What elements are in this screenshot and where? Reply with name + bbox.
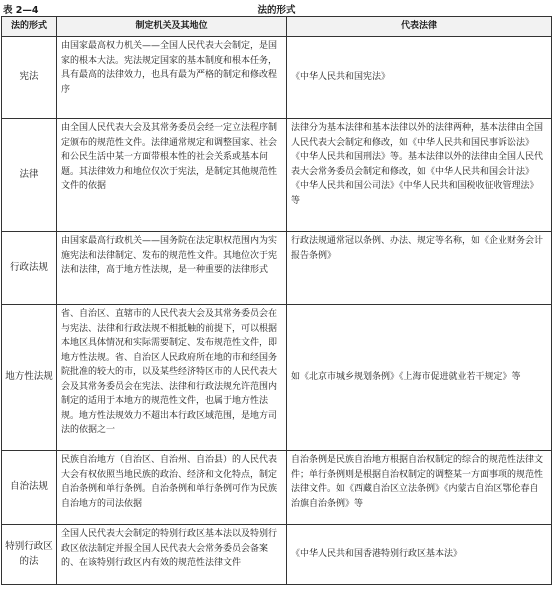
cell-authority: 民族自治地方（自治区、自治州、自治县）的人民代表大会有权依照当地民族的政治、经济和文化特点，制定自治条例和单行条例。自治条例和单行条例可作为民族自治地方的司法依据 [57,451,287,525]
cell-authority: 由国家最高权力机关——全国人民代表大会制定，是国家的根本大法。宪法规定国家的基本制度和根本任务，具有最高的法律效力，也具有最为严格的制定和修改程序 [57,37,287,119]
cell-form: 行政法规 [2,232,57,305]
column-header-form: 法的形式 [2,17,57,37]
table-title: 法的形式 [257,5,296,16]
cell-form: 宪法 [2,37,57,119]
cell-authority: 省、自治区、直辖市的人民代表大会及其常务委员会在与宪法、法律和行政法规不相抵触的前提下，可以根据本地区具体情况和实际需要制定、发布规范性文件，即地方性法规。省、自治区人民政府所在地的市和经国务院批准的较大的市，以及某些经济特区市的人民代表大会及其常务委员会在宪法、法律和行政法规允许范围内制定的适用于本地方的规范性文件，也属于地方性法规。地方性法规效力不超出本行政区域范围，是地方司法的依据之一 [57,305,287,451]
table-row [2,119,552,232]
table-caption [0,0,553,16]
cell-form: 自治法规 [2,451,57,525]
cell-laws: 如《北京市城乡规划条例》《上海市促进就业若干规定》等 [287,305,552,451]
column-header-laws: 代表法律 [287,17,552,37]
cell-authority: 由全国人民代表大会及其常务委员会经一定立法程序制定颁布的规范性文件。法律通常规定和调整国家、社会和公民生活中某一方面带根本性的社会关系或基本问题。其法律效力和地位仅次于宪法，是制定其他规范性文件的依据 [57,119,287,232]
cell-form: 特别行政区的法 [2,525,57,585]
table-header-row [2,17,552,37]
cell-form: 地方性法规 [2,305,57,451]
law-forms-table [1,16,552,585]
table-row [2,37,552,119]
cell-form: 法律 [2,119,57,232]
cell-authority: 全国人民代表大会制定的特别行政区基本法以及特别行政区依法制定并报全国人民代表大会常务委员会备案的、在该特别行政区内有效的规范性法律文件 [57,525,287,585]
table-number: 表 2—4 [3,5,39,16]
cell-laws: 法律分为基本法律和基本法律以外的法律两种，基本法律由全国人民代表大会制定和修改，如《中华人民共和国民事诉讼法》《中华人民共和国刑法》等。基本法律以外的法律由全国人民代表大会常务委员会制定和修改，如《中华人民共和国会计法》《中华人民共和国公司法》《中华人民共和国税收征收管理法》等 [287,119,552,232]
table-row [2,451,552,525]
cell-laws: 《中华人民共和国宪法》 [287,37,552,119]
cell-laws: 《中华人民共和国香港特别行政区基本法》 [287,525,552,585]
table-row [2,305,552,451]
cell-laws: 自治条例是民族自治地方根据自治权制定的综合的规范性法律文件；单行条例则是根据自治权制定的调整某一方面事项的规范性法律文件。如《西藏自治区立法条例》《内蒙古自治区鄂伦春自治旗自治条例》等 [287,451,552,525]
cell-authority: 由国家最高行政机关——国务院在法定职权范围内为实施宪法和法律制定、发布的规范性文件。其地位次于宪法和法律，高于地方性法规，是一种重要的法律形式 [57,232,287,305]
table-row [2,525,552,585]
table-row [2,232,552,305]
cell-laws: 行政法规通常冠以条例、办法、规定等名称，如《企业财务会计报告条例》 [287,232,552,305]
column-header-authority: 制定机关及其地位 [57,17,287,37]
